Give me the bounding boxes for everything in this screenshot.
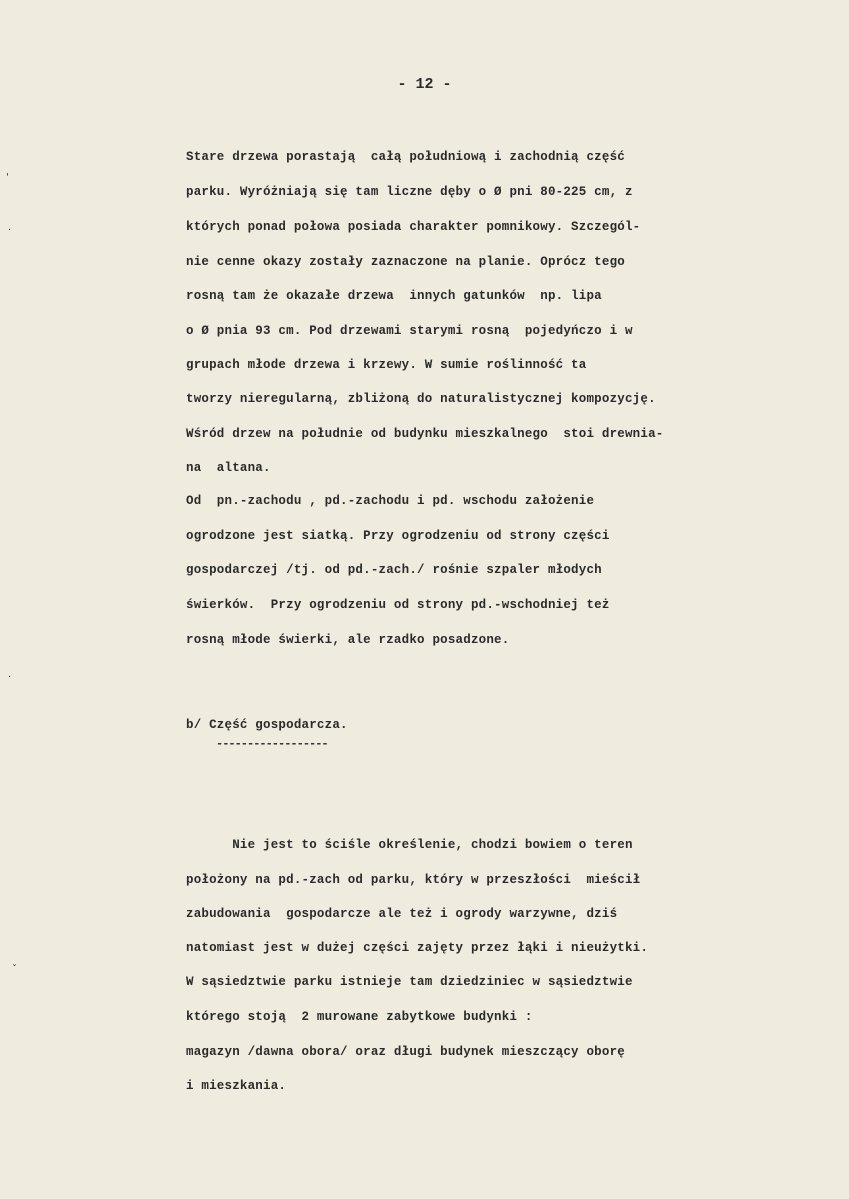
text-line: i mieszkania. bbox=[186, 1079, 287, 1093]
text-line: zabudowania gospodarcze ale też i ogrody warzywne, dziś bbox=[186, 907, 618, 921]
text-line: których ponad połowa posiada charakter pomnikowy. Szczegól- bbox=[186, 220, 641, 234]
text-line: na altana. bbox=[186, 461, 271, 475]
page-number: - 12 - bbox=[397, 76, 452, 93]
scan-mark: · bbox=[8, 672, 12, 683]
text-line: Nie jest to ściśle określenie, chodzi bowiem o teren bbox=[186, 838, 633, 852]
text-line: Stare drzewa porastają całą południową i zachodnią część bbox=[186, 150, 625, 164]
text-line: grupach młode drzewa i krzewy. W sumie roślinność ta bbox=[186, 358, 587, 372]
text-line: ogrodzone jest siatką. Przy ogrodzeniu od strony części bbox=[186, 529, 610, 543]
scan-mark: ˇ bbox=[12, 964, 17, 975]
section-underline: ------------------ bbox=[216, 737, 328, 751]
text-line: rosną młode świerki, ale rzadko posadzone. bbox=[186, 633, 510, 647]
text-line: którego stoją 2 murowane zabytkowe budynki : bbox=[186, 1010, 533, 1024]
scan-mark: ' bbox=[6, 172, 9, 183]
text-line: gospodarczej /tj. od pd.-zach./ rośnie szpaler młodych bbox=[186, 563, 602, 577]
text-line: o Ø pnia 93 cm. Pod drzewami starymi rosną pojedyńczo i w bbox=[186, 324, 633, 338]
text-line: tworzy nieregularną, zbliżoną do naturalistycznej kompozycję. bbox=[186, 392, 656, 406]
text-line: magazyn /dawna obora/ oraz długi budynek mieszczący oborę bbox=[186, 1045, 625, 1059]
text-line: rosną tam że okazałe drzewa innych gatunków np. lipa bbox=[186, 289, 602, 303]
text-line: świerków. Przy ogrodzeniu od strony pd.-wschodniej też bbox=[186, 598, 610, 612]
text-line: Od pn.-zachodu , pd.-zachodu i pd. wschodu założenie bbox=[186, 494, 595, 508]
text-line: Wśród drzew na południe od budynku mieszkalnego stoi drewnia- bbox=[186, 427, 664, 441]
text-line: natomiast jest w dużej części zajęty przez łąki i nieużytki. bbox=[186, 941, 649, 955]
text-line: położony na pd.-zach od parku, który w przeszłości mieścił bbox=[186, 873, 641, 887]
text-line: W sąsiedztwie parku istnieje tam dziedziniec w sąsiedztwie bbox=[186, 975, 633, 989]
text-line: parku. Wyróżniają się tam liczne dęby o Ø pni 80-225 cm, z bbox=[186, 185, 633, 199]
scan-mark: · bbox=[8, 225, 12, 236]
section-heading: b/ Część gospodarcza. bbox=[186, 718, 348, 732]
text-line: nie cenne okazy zostały zaznaczone na planie. Oprócz tego bbox=[186, 255, 625, 269]
